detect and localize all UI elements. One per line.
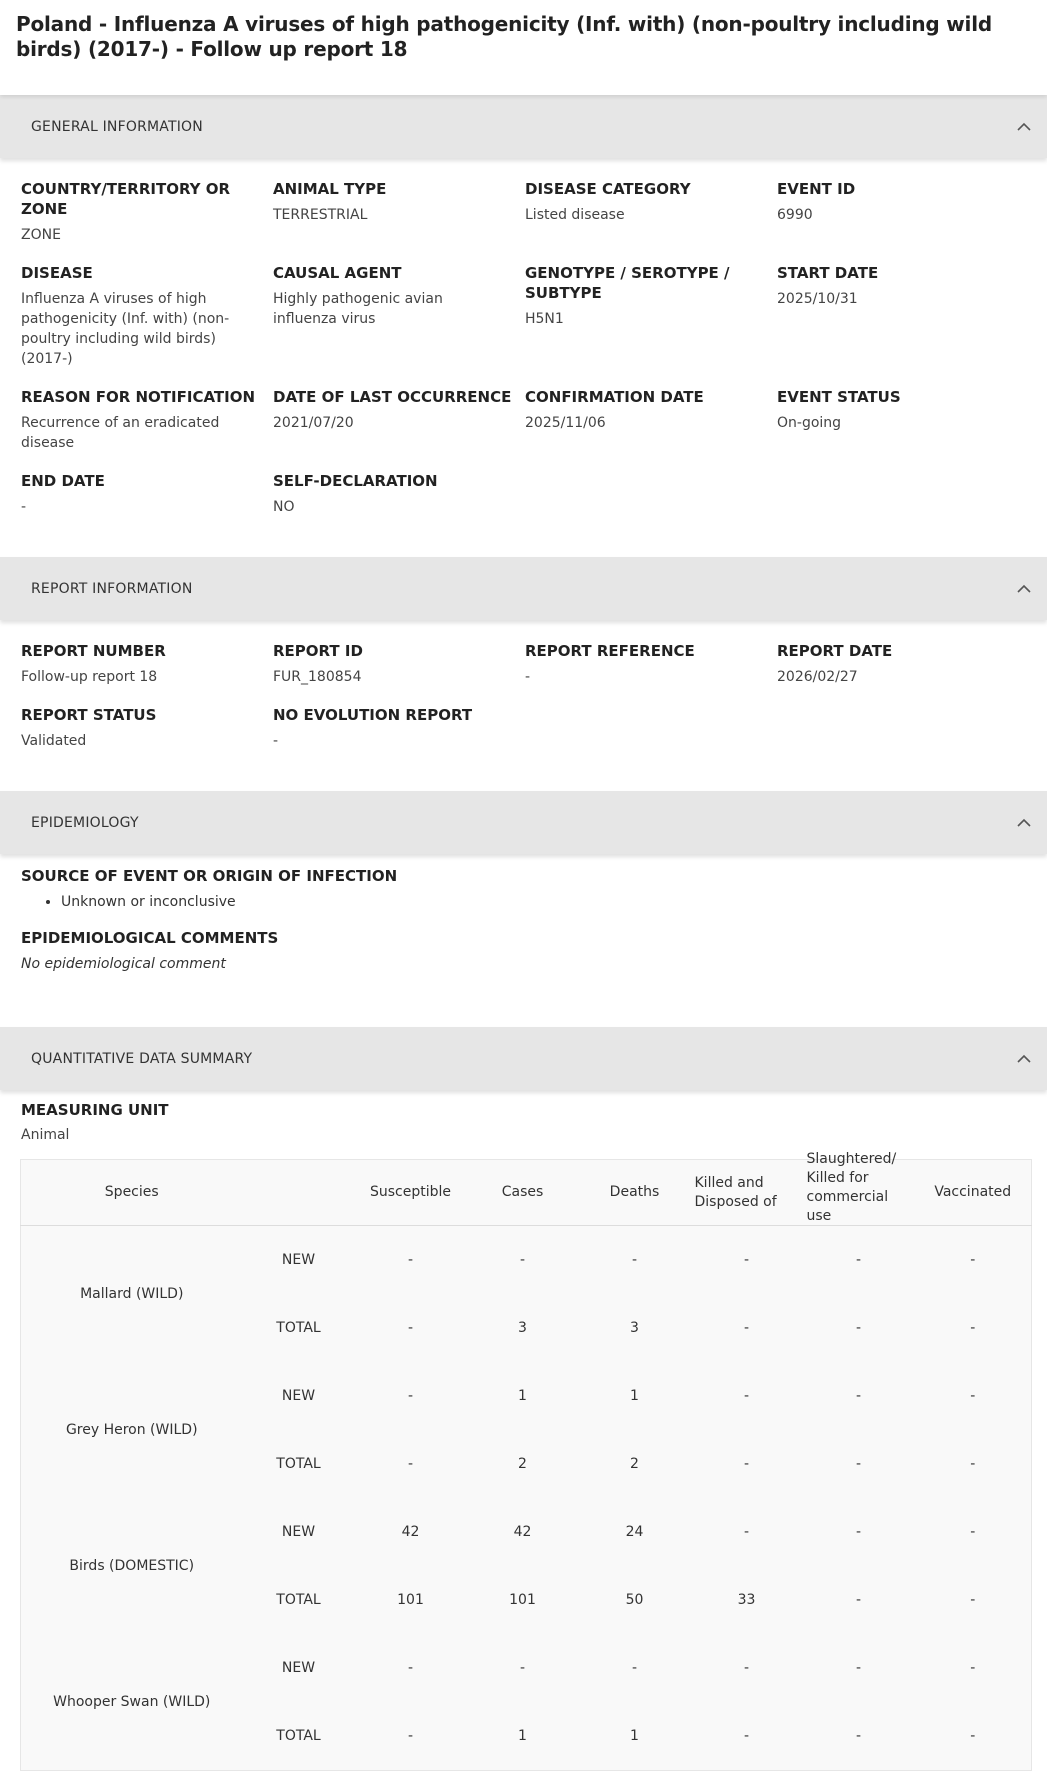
column-header-vaccinated[interactable]: Vaccinated [915,1160,1032,1226]
table-cell: - [407,1660,414,1676]
chevron-up-icon[interactable] [1017,584,1031,594]
report-information-grid [0,641,1047,769]
field-value: - [21,499,27,515]
section-header-general-information[interactable] [0,95,1047,158]
field-self-declaration [273,471,525,535]
table-header-row [21,1160,1032,1226]
field-start-date [777,263,1029,387]
table-cell: 2 [518,1456,527,1472]
table-cell: - [743,1320,750,1336]
table-cell: 1 [518,1388,527,1404]
table-cell: - [519,1252,526,1268]
table-cell: - [970,1456,976,1472]
period-label: NEW [281,1524,316,1540]
field-event-status [777,387,1029,471]
field-value: NO [273,499,295,515]
column-header-susceptible[interactable]: Susceptible [355,1160,467,1226]
field-label: COUNTRY/TERRITORY OR ZONE [21,180,231,218]
table-cell: - [743,1660,750,1676]
field-value: TERRESTRIAL [273,207,368,223]
column-header-label: Slaughtered/ Killed for commercial use [806,1150,897,1222]
table-cell: - [407,1252,414,1268]
table-cell: - [970,1592,976,1608]
section-title: QUANTITATIVE DATA SUMMARY [31,1050,253,1067]
field-label: CONFIRMATION DATE [525,388,704,406]
field-label: ANIMAL TYPE [273,180,387,198]
general-information-grid [0,179,1047,535]
field-value: 2026/02/27 [777,669,858,685]
table-cell: - [631,1660,638,1676]
field-label: START DATE [777,264,879,282]
measuring-unit-value: Animal [21,1127,70,1143]
table-cell: 1 [630,1388,639,1404]
field-date-of-last-occurrence [273,387,525,471]
report-information-panel [0,620,1047,791]
section-header-report-information[interactable] [0,557,1047,620]
table-cell: - [970,1388,976,1404]
field-label: END DATE [21,472,105,490]
period-label: TOTAL [276,1456,321,1472]
table-cell: 3 [630,1320,639,1336]
table-cell: - [970,1728,976,1744]
table-cell: - [407,1456,414,1472]
table-cell: - [855,1456,862,1472]
field-label: REPORT STATUS [21,706,157,724]
table-cell: - [407,1728,414,1744]
period-label: NEW [281,1660,316,1676]
table-cell: - [407,1320,414,1336]
table-cell: - [970,1524,976,1540]
table-cell: - [855,1388,862,1404]
table-cell: 3 [518,1320,527,1336]
quantitative-panel [0,1090,1047,1145]
section-title: REPORT INFORMATION [31,580,193,597]
table-cell: - [519,1660,526,1676]
section-title: GENERAL INFORMATION [31,118,203,135]
table-cell: - [743,1728,750,1744]
table-cell: 50 [625,1592,644,1608]
column-header-label: Killed and Disposed of [694,1174,777,1210]
field-reason-for-notification [21,387,273,471]
table-cell: 1 [518,1728,527,1744]
field-value: Validated [21,733,87,749]
field-report-status [21,705,273,769]
field-label: REPORT DATE [777,642,893,660]
field-value: Listed disease [525,207,625,223]
epidemiological-comments-value: No epidemiological comment [21,956,226,972]
period-label: NEW [281,1388,316,1404]
table-cell: - [743,1388,750,1404]
field-label: CAUSAL AGENT [273,264,402,282]
field-value: - [273,733,279,749]
table-cell: - [855,1252,862,1268]
field-label: EVENT STATUS [777,388,901,406]
table-cell: - [743,1524,750,1540]
epidemiological-comments-label: EPIDEMIOLOGICAL COMMENTS [21,929,279,947]
chevron-up-icon[interactable] [1017,122,1031,132]
epidemiology-panel [0,854,1047,1027]
period-label: TOTAL [276,1728,321,1744]
field-label: EVENT ID [777,180,856,198]
table-cell: - [970,1252,976,1268]
column-header-cases[interactable]: Cases [467,1160,579,1226]
table-cell: 42 [513,1524,532,1540]
field-label: SELF-DECLARATION [273,472,438,490]
field-value: 2021/07/20 [273,415,354,431]
table-cell: - [855,1660,862,1676]
page-header [0,0,1047,95]
chevron-up-icon[interactable] [1017,818,1031,828]
column-header-killed-disposed[interactable] [691,1160,803,1226]
column-header-deaths[interactable]: Deaths [579,1160,691,1226]
field-genotype [525,263,777,387]
table-row [21,1362,1032,1430]
section-header-epidemiology[interactable] [0,791,1047,854]
field-label: NO EVOLUTION REPORT [273,706,473,724]
field-report-id [273,641,525,705]
table-cell: - [855,1592,862,1608]
chevron-up-icon[interactable] [1017,1054,1031,1064]
table-cell: 42 [401,1524,420,1540]
field-value: On-going [777,415,842,431]
table-cell: - [631,1252,638,1268]
source-of-event-label: SOURCE OF EVENT OR ORIGIN OF INFECTION [21,867,398,885]
table-cell: 2 [630,1456,639,1472]
field-label: DISEASE [21,264,93,282]
field-label: REASON FOR NOTIFICATION [21,388,256,406]
field-report-date [777,641,1029,705]
field-animal-type [273,179,525,263]
field-label: DISEASE CATEGORY [525,180,691,198]
field-value: H5N1 [525,311,564,327]
section-header-quantitative-data-summary[interactable] [0,1027,1047,1090]
field-end-date [21,471,273,535]
field-no-evolution-report [273,705,525,769]
field-value: Recurrence of an eradicated disease [21,415,220,451]
field-event-id [777,179,1029,263]
field-disease-category [525,179,777,263]
list-item: • Unknown or inconclusive [61,892,1026,912]
table-cell: - [970,1660,976,1676]
table-cell: - [855,1524,862,1540]
table-cell: - [743,1456,750,1472]
field-value: 6990 [777,207,813,223]
period-label: TOTAL [276,1592,321,1608]
quantitative-data-table [20,1150,1032,1771]
field-confirmation-date [525,387,777,471]
species-name: Birds (DOMESTIC) [69,1558,195,1574]
field-report-reference [525,641,777,705]
table-cell: 101 [397,1592,424,1608]
field-report-number [21,641,273,705]
column-header-period [243,1160,355,1226]
field-value: Follow-up report 18 [21,669,158,685]
field-value: ZONE [21,227,61,243]
field-label: DATE OF LAST OCCURRENCE [273,388,512,406]
field-value: 2025/11/06 [525,415,606,431]
table-cell: - [970,1320,976,1336]
table-row [21,1498,1032,1566]
field-label: REPORT NUMBER [21,642,166,660]
field-value: Highly pathogenic avian influenza virus [273,291,443,327]
table-cell: - [407,1388,414,1404]
table-cell: 33 [737,1592,756,1608]
field-value: 2025/10/31 [777,291,858,307]
measuring-unit-label: MEASURING UNIT [21,1101,169,1119]
field-disease [21,263,273,387]
table-cell: 101 [509,1592,536,1608]
field-value: FUR_180854 [273,669,362,685]
field-label: GENOTYPE / SEROTYPE / SUBTYPE [525,264,730,302]
field-country-zone [21,179,273,263]
table-cell: 24 [625,1524,644,1540]
table-cell: 1 [630,1728,639,1744]
field-label: REPORT ID [273,642,363,660]
table-cell: - [855,1320,862,1336]
field-causal-agent [273,263,525,387]
source-of-event-list [21,892,1026,912]
general-information-panel [0,158,1047,557]
column-header-species[interactable]: Species [21,1160,243,1226]
species-name: Whooper Swan (WILD) [53,1694,211,1710]
column-header-slaughtered[interactable] [803,1150,915,1226]
table-cell: - [855,1728,862,1744]
period-label: TOTAL [276,1320,321,1336]
table-row [21,1634,1032,1702]
page-title: Poland - Influenza A viruses of high pathogenicity (Inf. with) (non-poultry including wild birds) (2017-) - Follow up report 18 [16,12,992,61]
table-cell: - [743,1252,750,1268]
species-name: Grey Heron (WILD) [65,1422,198,1438]
species-name: Mallard (WILD) [80,1286,184,1302]
field-value: - [525,669,531,685]
period-label: NEW [281,1252,316,1268]
field-value: Influenza A viruses of high pathogenicity (Inf. with) (non-poultry including wild birds) (2017-) [21,291,230,367]
table-row [21,1226,1032,1295]
section-title: EPIDEMIOLOGY [31,814,139,831]
field-label: REPORT REFERENCE [525,642,695,660]
